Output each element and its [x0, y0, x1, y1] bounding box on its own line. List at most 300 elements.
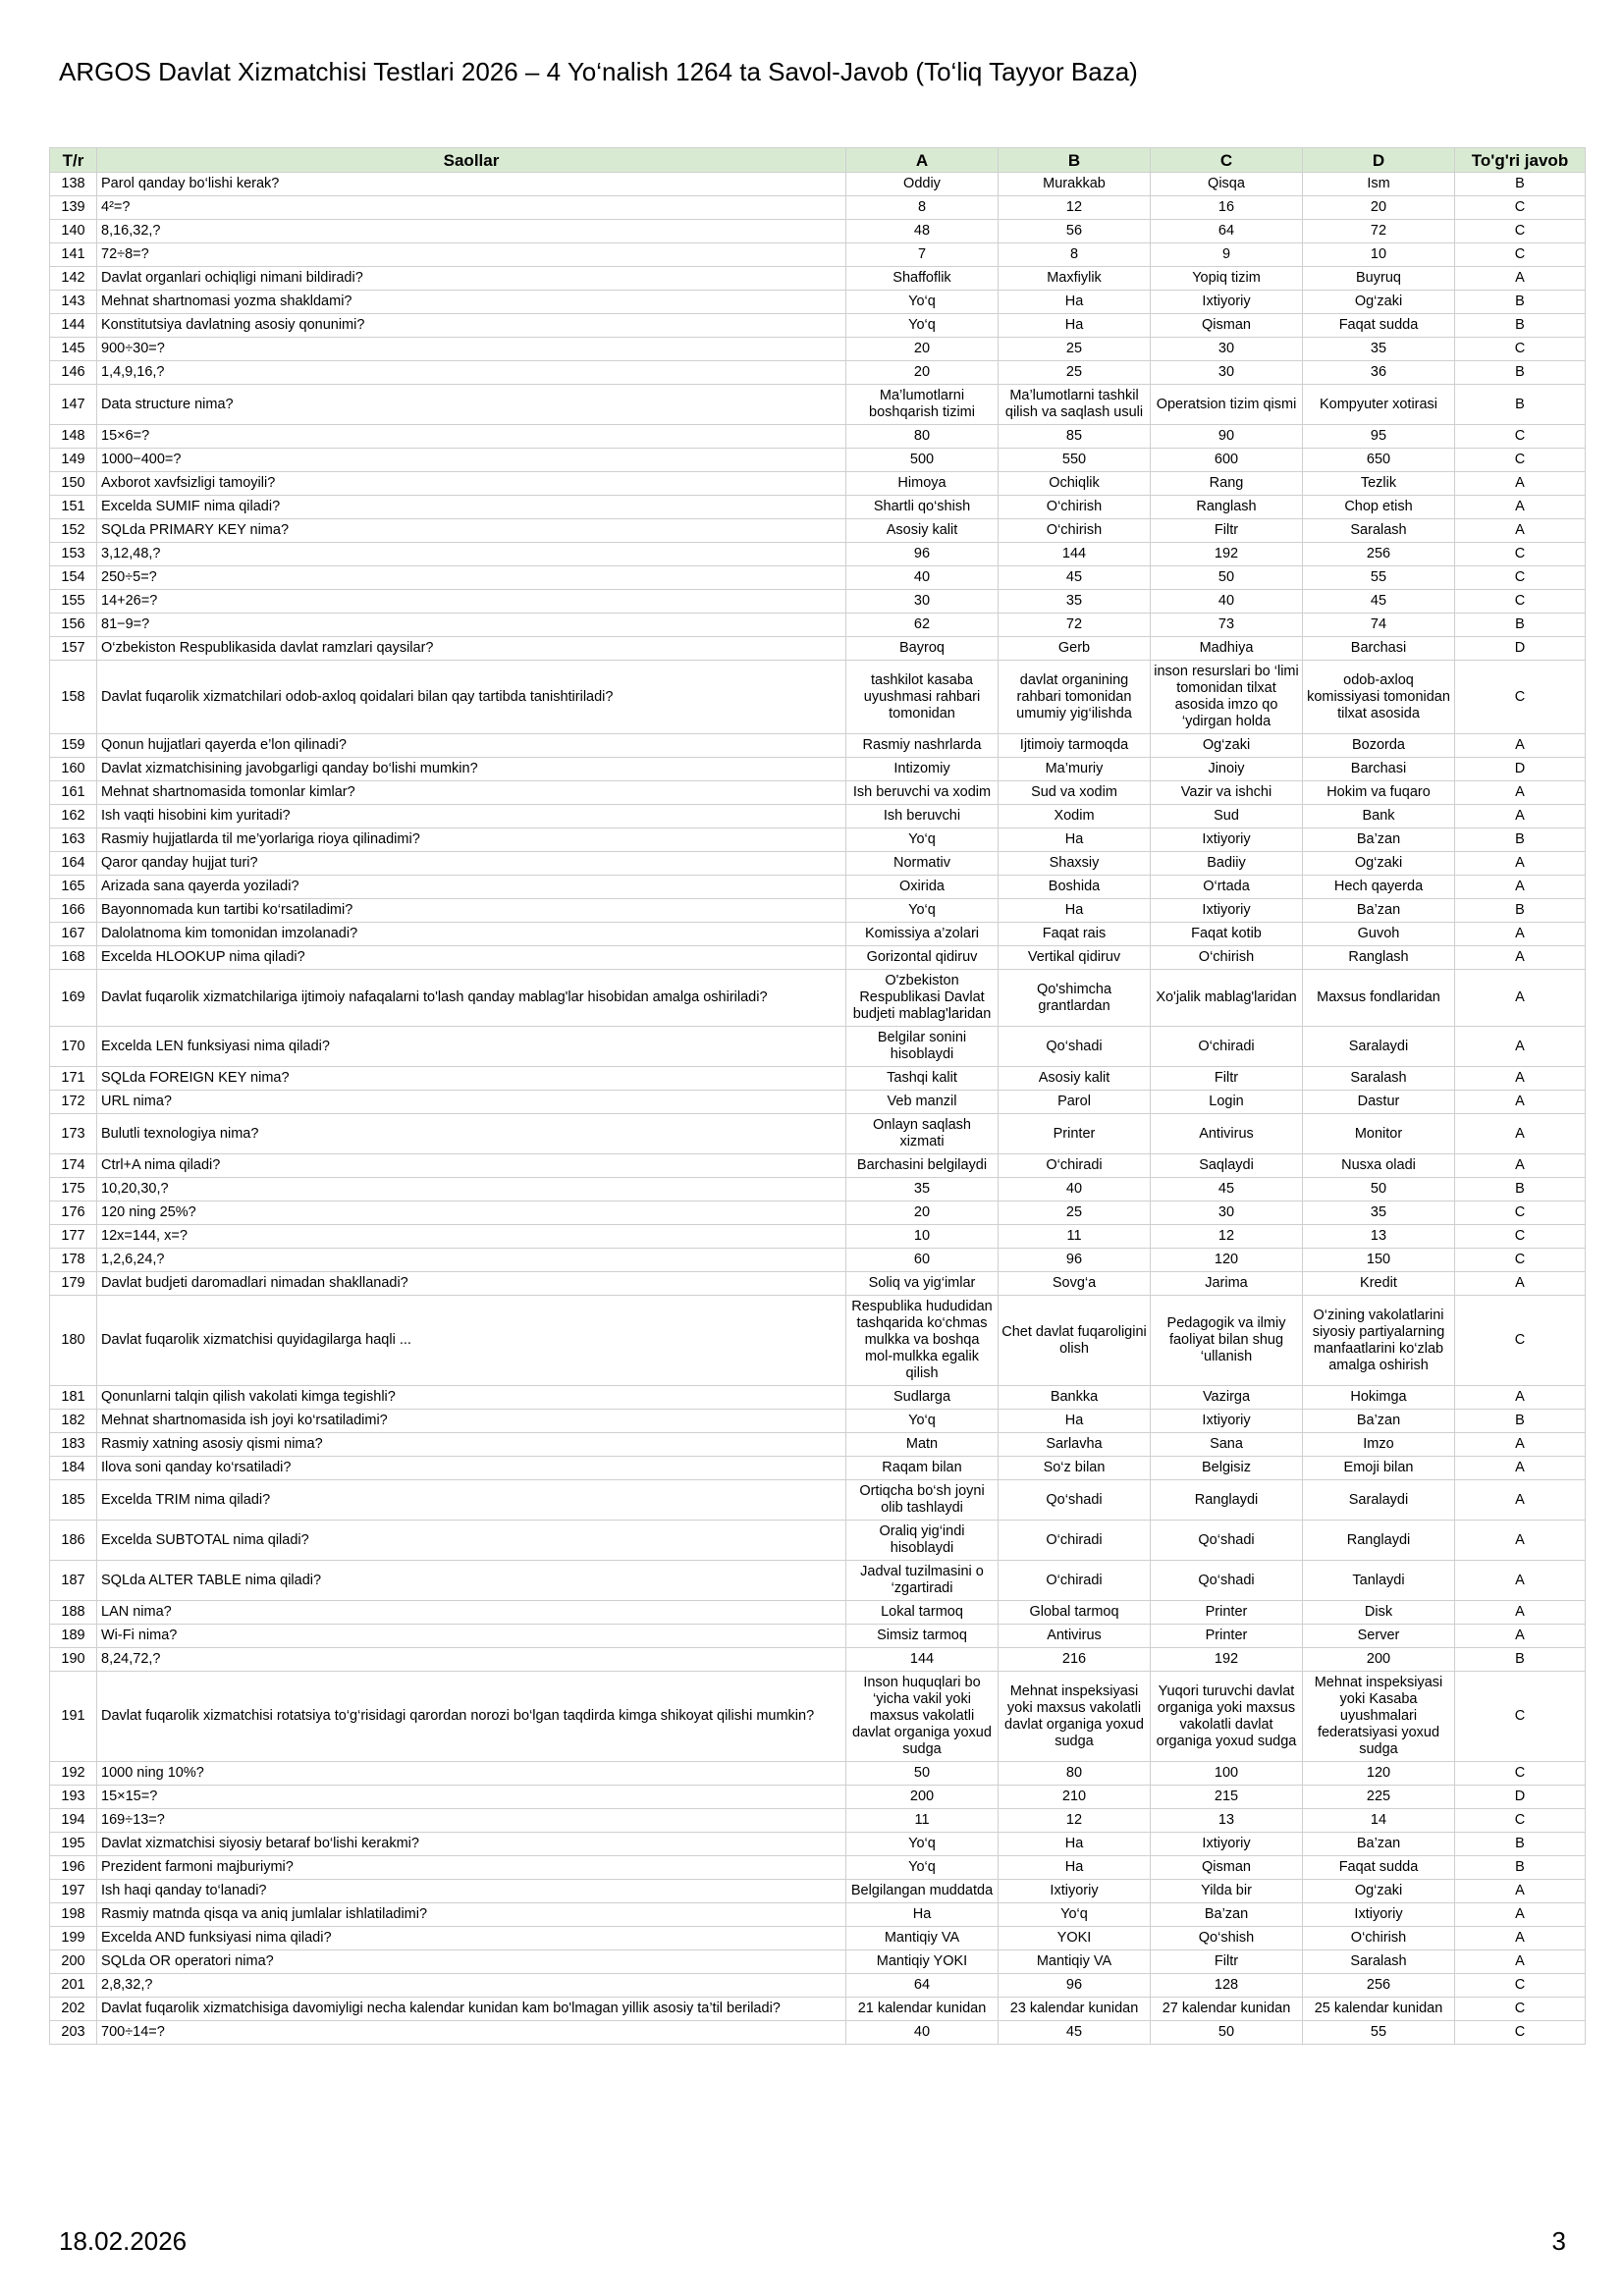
- option-c: Og‘zaki: [1151, 734, 1303, 758]
- option-b: Boshida: [999, 876, 1151, 899]
- option-c: 192: [1151, 543, 1303, 566]
- option-d: Og‘zaki: [1303, 291, 1455, 314]
- table-row: [50, 1927, 1586, 1950]
- option-d: Chop etish: [1303, 496, 1455, 519]
- option-c: Saqlaydi: [1151, 1154, 1303, 1178]
- table-row: [50, 1974, 1586, 1998]
- correct-answer: B: [1455, 1178, 1586, 1201]
- option-a: Yo‘q: [846, 291, 999, 314]
- row-number: 165: [50, 876, 97, 899]
- table-row: [50, 267, 1586, 291]
- option-b: Antivirus: [999, 1625, 1151, 1648]
- option-a: 80: [846, 425, 999, 449]
- table-row: [50, 519, 1586, 543]
- correct-answer: D: [1455, 1786, 1586, 1809]
- question-text: 14+26=?: [97, 590, 846, 614]
- question-text: Rasmiy matnda qisqa va aniq jumlalar ishlatiladimi?: [97, 1903, 846, 1927]
- option-c: Yuqori turuvchi davlat organiga yoki maxsus vakolatli davlat organiga yoxud sudga: [1151, 1672, 1303, 1762]
- table-row: [50, 1601, 1586, 1625]
- option-c: Ixtiyoriy: [1151, 1833, 1303, 1856]
- question-text: Prezident farmoni majburiymi?: [97, 1856, 846, 1880]
- row-number: 167: [50, 923, 97, 946]
- table-row: [50, 291, 1586, 314]
- option-b: 25: [999, 338, 1151, 361]
- option-d: 45: [1303, 590, 1455, 614]
- question-text: Arizada sana qayerda yoziladi?: [97, 876, 846, 899]
- option-c: 12: [1151, 1225, 1303, 1249]
- option-c: Qo‘shadi: [1151, 1561, 1303, 1601]
- option-d: 650: [1303, 449, 1455, 472]
- option-d: 35: [1303, 338, 1455, 361]
- correct-answer: C: [1455, 220, 1586, 243]
- correct-answer: B: [1455, 614, 1586, 637]
- row-number: 188: [50, 1601, 97, 1625]
- correct-answer: A: [1455, 1027, 1586, 1067]
- table-row: [50, 196, 1586, 220]
- option-a: Respublika hududidan tashqarida ko‘chmas mulkka va boshqa mol-mulkka egalik qilish: [846, 1296, 999, 1386]
- option-b: 11: [999, 1225, 1151, 1249]
- correct-answer: A: [1455, 519, 1586, 543]
- option-d: Imzo: [1303, 1433, 1455, 1457]
- row-number: 173: [50, 1114, 97, 1154]
- table-row: [50, 1296, 1586, 1386]
- option-d: Barchasi: [1303, 637, 1455, 661]
- option-c: 90: [1151, 425, 1303, 449]
- option-d: Ism: [1303, 173, 1455, 196]
- option-b: 550: [999, 449, 1151, 472]
- option-a: 21 kalendar kunidan: [846, 1998, 999, 2021]
- header-question: Saollar: [97, 148, 846, 173]
- option-a: Yo‘q: [846, 1410, 999, 1433]
- page-number: 3: [1551, 2226, 1566, 2256]
- row-number: 162: [50, 805, 97, 828]
- correct-answer: A: [1455, 1457, 1586, 1480]
- option-d: Hokim va fuqaro: [1303, 781, 1455, 805]
- option-c: Sana: [1151, 1433, 1303, 1457]
- correct-answer: B: [1455, 828, 1586, 852]
- option-a: Belgilangan muddatda: [846, 1880, 999, 1903]
- option-d: Tanlaydi: [1303, 1561, 1455, 1601]
- correct-answer: A: [1455, 1433, 1586, 1457]
- table-row: [50, 314, 1586, 338]
- question-text: 15×6=?: [97, 425, 846, 449]
- row-number: 148: [50, 425, 97, 449]
- row-number: 181: [50, 1386, 97, 1410]
- option-c: Yopiq tizim: [1151, 267, 1303, 291]
- option-a: Yo‘q: [846, 314, 999, 338]
- document-title: ARGOS Davlat Xizmatchisi Testlari 2026 – 4 Yo‘nalish 1264 ta Savol-Javob (To‘liq Tayyor Baza): [59, 57, 1138, 86]
- option-b: Parol: [999, 1091, 1151, 1114]
- option-b: 144: [999, 543, 1151, 566]
- question-text: Bulutli texnologiya nima?: [97, 1114, 846, 1154]
- option-a: 62: [846, 614, 999, 637]
- question-text: Davlat fuqarolik xizmatchilari odob-axloq qoidalari bilan qay tartibda tanishtiriladi?: [97, 661, 846, 734]
- question-text: 8,24,72,?: [97, 1648, 846, 1672]
- correct-answer: C: [1455, 1296, 1586, 1386]
- option-c: Qo‘shish: [1151, 1927, 1303, 1950]
- option-c: 40: [1151, 590, 1303, 614]
- option-c: Ixtiyoriy: [1151, 291, 1303, 314]
- option-b: Ochiqlik: [999, 472, 1151, 496]
- option-d: 35: [1303, 1201, 1455, 1225]
- correct-answer: C: [1455, 543, 1586, 566]
- option-d: Ba’zan: [1303, 1410, 1455, 1433]
- option-c: 30: [1151, 1201, 1303, 1225]
- option-d: 225: [1303, 1786, 1455, 1809]
- option-c: Filtr: [1151, 1067, 1303, 1091]
- question-text: Davlat organlari ochiqligi nimani bildiradi?: [97, 267, 846, 291]
- correct-answer: A: [1455, 734, 1586, 758]
- question-text: Konstitutsiya davlatning asosiy qonunimi?: [97, 314, 846, 338]
- option-a: Komissiya a’zolari: [846, 923, 999, 946]
- option-c: Qo‘shadi: [1151, 1521, 1303, 1561]
- question-text: Excelda LEN funksiyasi nima qiladi?: [97, 1027, 846, 1067]
- option-d: Mehnat inspeksiyasi yoki Kasaba uyushmalari federatsiyasi yoxud sudga: [1303, 1672, 1455, 1762]
- correct-answer: B: [1455, 899, 1586, 923]
- option-a: Lokal tarmoq: [846, 1601, 999, 1625]
- table-row: [50, 1786, 1586, 1809]
- question-text: 12x=144, x=?: [97, 1225, 846, 1249]
- option-c: Qisman: [1151, 314, 1303, 338]
- question-text: LAN nima?: [97, 1601, 846, 1625]
- correct-answer: C: [1455, 449, 1586, 472]
- row-number: 170: [50, 1027, 97, 1067]
- option-c: Vazir va ishchi: [1151, 781, 1303, 805]
- table-row: [50, 1225, 1586, 1249]
- table-row: [50, 1410, 1586, 1433]
- option-c: 50: [1151, 566, 1303, 590]
- correct-answer: C: [1455, 2021, 1586, 2045]
- question-text: 1,4,9,16,?: [97, 361, 846, 385]
- correct-answer: A: [1455, 805, 1586, 828]
- option-a: Ish beruvchi: [846, 805, 999, 828]
- option-a: 20: [846, 338, 999, 361]
- correct-answer: A: [1455, 852, 1586, 876]
- row-number: 154: [50, 566, 97, 590]
- option-a: 50: [846, 1762, 999, 1786]
- option-d: Saralash: [1303, 519, 1455, 543]
- option-a: Yo‘q: [846, 1856, 999, 1880]
- option-a: Himoya: [846, 472, 999, 496]
- question-text: Davlat fuqarolik xizmatchisi rotatsiya to‘g‘risidagi qarordan norozi bo‘lgan taqdirda kimga shikoyat qilishi mumkin?: [97, 1672, 846, 1762]
- option-b: 210: [999, 1786, 1151, 1809]
- row-number: 160: [50, 758, 97, 781]
- correct-answer: A: [1455, 1601, 1586, 1625]
- row-number: 149: [50, 449, 97, 472]
- option-a: Ish beruvchi va xodim: [846, 781, 999, 805]
- row-number: 151: [50, 496, 97, 519]
- option-d: Og‘zaki: [1303, 1880, 1455, 1903]
- option-b: Shaxsiy: [999, 852, 1151, 876]
- option-b: Qo'shimcha grantlardan: [999, 970, 1151, 1027]
- table-row: [50, 1762, 1586, 1786]
- option-d: 74: [1303, 614, 1455, 637]
- option-d: Kompyuter xotirasi: [1303, 385, 1455, 425]
- row-number: 200: [50, 1950, 97, 1974]
- option-a: tashkilot kasaba uyushmasi rahbari tomonidan: [846, 661, 999, 734]
- question-text: Excelda SUBTOTAL nima qiladi?: [97, 1521, 846, 1561]
- row-number: 144: [50, 314, 97, 338]
- option-a: 11: [846, 1809, 999, 1833]
- option-a: Bayroq: [846, 637, 999, 661]
- option-b: 56: [999, 220, 1151, 243]
- correct-answer: C: [1455, 196, 1586, 220]
- correct-answer: A: [1455, 1067, 1586, 1091]
- row-number: 178: [50, 1249, 97, 1272]
- option-a: Inson huquqlari bo ‘yicha vakil yoki maxsus vakolatli davlat organiga yoxud sudga: [846, 1672, 999, 1762]
- option-a: Yo‘q: [846, 1833, 999, 1856]
- question-text: 8,16,32,?: [97, 220, 846, 243]
- correct-answer: C: [1455, 338, 1586, 361]
- option-d: O‘chirish: [1303, 1927, 1455, 1950]
- row-number: 153: [50, 543, 97, 566]
- correct-answer: A: [1455, 923, 1586, 946]
- option-b: Ha: [999, 899, 1151, 923]
- option-b: 216: [999, 1648, 1151, 1672]
- question-text: Qonun hujjatlari qayerda e’lon qilinadi?: [97, 734, 846, 758]
- option-c: 30: [1151, 361, 1303, 385]
- option-b: Chet davlat fuqaroligini olish: [999, 1296, 1151, 1386]
- question-text: SQLda ALTER TABLE nima qiladi?: [97, 1561, 846, 1601]
- option-b: 45: [999, 566, 1151, 590]
- correct-answer: C: [1455, 1672, 1586, 1762]
- table-row: [50, 1648, 1586, 1672]
- option-d: odob-axloq komissiyasi tomonidan tilxat asosida: [1303, 661, 1455, 734]
- row-number: 138: [50, 173, 97, 196]
- option-c: Ixtiyoriy: [1151, 1410, 1303, 1433]
- option-a: 200: [846, 1786, 999, 1809]
- table-row: [50, 1091, 1586, 1114]
- option-c: 13: [1151, 1809, 1303, 1833]
- row-number: 169: [50, 970, 97, 1027]
- option-d: Dastur: [1303, 1091, 1455, 1114]
- option-a: 20: [846, 1201, 999, 1225]
- option-a: Ortiqcha bo‘sh joyni olib tashlaydi: [846, 1480, 999, 1521]
- correct-answer: A: [1455, 876, 1586, 899]
- option-a: Shartli qo‘shish: [846, 496, 999, 519]
- question-text: 1000 ning 10%?: [97, 1762, 846, 1786]
- option-a: 500: [846, 449, 999, 472]
- questions-table-container: [49, 147, 1585, 2045]
- option-b: 23 kalendar kunidan: [999, 1998, 1151, 2021]
- option-b: O‘chiradi: [999, 1521, 1151, 1561]
- option-a: Mantiqiy VA: [846, 1927, 999, 1950]
- table-row: [50, 543, 1586, 566]
- row-number: 172: [50, 1091, 97, 1114]
- option-b: Ha: [999, 828, 1151, 852]
- table-row: [50, 2021, 1586, 2045]
- correct-answer: A: [1455, 1114, 1586, 1154]
- header-option-d: D: [1303, 148, 1455, 173]
- correct-answer: A: [1455, 1561, 1586, 1601]
- option-d: 20: [1303, 196, 1455, 220]
- option-c: Qisman: [1151, 1856, 1303, 1880]
- question-text: Ilova soni qanday ko‘rsatiladi?: [97, 1457, 846, 1480]
- table-row: [50, 614, 1586, 637]
- row-number: 195: [50, 1833, 97, 1856]
- option-d: Ranglaydi: [1303, 1521, 1455, 1561]
- row-number: 189: [50, 1625, 97, 1648]
- row-number: 184: [50, 1457, 97, 1480]
- table-row: [50, 970, 1586, 1027]
- option-b: Ixtiyoriy: [999, 1880, 1151, 1903]
- table-row: [50, 852, 1586, 876]
- correct-answer: C: [1455, 1809, 1586, 1833]
- option-a: Ma’lumotlarni boshqarish tizimi: [846, 385, 999, 425]
- table-row: [50, 243, 1586, 267]
- option-b: Murakkab: [999, 173, 1151, 196]
- option-a: 64: [846, 1974, 999, 1998]
- option-c: Login: [1151, 1091, 1303, 1114]
- row-number: 139: [50, 196, 97, 220]
- row-number: 171: [50, 1067, 97, 1091]
- option-a: Gorizontal qidiruv: [846, 946, 999, 970]
- row-number: 140: [50, 220, 97, 243]
- option-c: O‘rtada: [1151, 876, 1303, 899]
- option-d: Faqat sudda: [1303, 1856, 1455, 1880]
- correct-answer: C: [1455, 1225, 1586, 1249]
- table-row: [50, 449, 1586, 472]
- option-c: 215: [1151, 1786, 1303, 1809]
- option-c: Madhiya: [1151, 637, 1303, 661]
- row-number: 196: [50, 1856, 97, 1880]
- question-text: 2,8,32,?: [97, 1974, 846, 1998]
- correct-answer: C: [1455, 590, 1586, 614]
- correct-answer: A: [1455, 781, 1586, 805]
- option-d: 95: [1303, 425, 1455, 449]
- question-text: 1000−400=?: [97, 449, 846, 472]
- option-c: Operatsion tizim qismi: [1151, 385, 1303, 425]
- row-number: 180: [50, 1296, 97, 1386]
- option-c: Belgisiz: [1151, 1457, 1303, 1480]
- correct-answer: C: [1455, 243, 1586, 267]
- row-number: 197: [50, 1880, 97, 1903]
- correct-answer: A: [1455, 1950, 1586, 1974]
- question-text: SQLda PRIMARY KEY nima?: [97, 519, 846, 543]
- option-c: 64: [1151, 220, 1303, 243]
- correct-answer: B: [1455, 385, 1586, 425]
- correct-answer: A: [1455, 1927, 1586, 1950]
- option-d: 150: [1303, 1249, 1455, 1272]
- option-d: Kredit: [1303, 1272, 1455, 1296]
- option-c: Pedagogik va ilmiy faoliyat bilan shug ‘ullanish: [1151, 1296, 1303, 1386]
- row-number: 179: [50, 1272, 97, 1296]
- option-b: Ha: [999, 1410, 1151, 1433]
- row-number: 159: [50, 734, 97, 758]
- question-text: 10,20,30,?: [97, 1178, 846, 1201]
- option-d: Barchasi: [1303, 758, 1455, 781]
- table-row: [50, 758, 1586, 781]
- table-row: [50, 1178, 1586, 1201]
- option-b: Sud va xodim: [999, 781, 1151, 805]
- question-text: Excelda AND funksiyasi nima qiladi?: [97, 1927, 846, 1950]
- question-text: Mehnat shartnomasida tomonlar kimlar?: [97, 781, 846, 805]
- footer-date: 18.02.2026: [59, 2226, 188, 2256]
- option-a: Barchasini belgilaydi: [846, 1154, 999, 1178]
- correct-answer: A: [1455, 946, 1586, 970]
- option-a: 8: [846, 196, 999, 220]
- row-number: 147: [50, 385, 97, 425]
- table-row: [50, 1067, 1586, 1091]
- question-text: Qonunlarni talqin qilish vakolati kimga tegishli?: [97, 1386, 846, 1410]
- table-row: [50, 1272, 1586, 1296]
- row-number: 163: [50, 828, 97, 852]
- question-text: Rasmiy xatning asosiy qismi nima?: [97, 1433, 846, 1457]
- option-a: Oxirida: [846, 876, 999, 899]
- option-d: Saralash: [1303, 1067, 1455, 1091]
- question-text: Dalolatnoma kim tomonidan imzolanadi?: [97, 923, 846, 946]
- correct-answer: A: [1455, 1625, 1586, 1648]
- option-b: 12: [999, 1809, 1151, 1833]
- question-text: URL nima?: [97, 1091, 846, 1114]
- option-b: 35: [999, 590, 1151, 614]
- table-row: [50, 1521, 1586, 1561]
- option-b: 80: [999, 1762, 1151, 1786]
- option-d: Ba’zan: [1303, 828, 1455, 852]
- option-a: Intizomiy: [846, 758, 999, 781]
- option-b: Ijtimoiy tarmoqda: [999, 734, 1151, 758]
- option-a: 48: [846, 220, 999, 243]
- option-c: Qisqa: [1151, 173, 1303, 196]
- option-a: Onlayn saqlash xizmati: [846, 1114, 999, 1154]
- option-b: Faqat rais: [999, 923, 1151, 946]
- table-row: [50, 781, 1586, 805]
- option-a: Mantiqiy YOKI: [846, 1950, 999, 1974]
- option-b: O‘chirish: [999, 496, 1151, 519]
- option-b: Qo‘shadi: [999, 1480, 1151, 1521]
- table-row: [50, 946, 1586, 970]
- row-number: 141: [50, 243, 97, 267]
- option-b: Ha: [999, 314, 1151, 338]
- option-c: Ixtiyoriy: [1151, 899, 1303, 923]
- option-b: Yo‘q: [999, 1903, 1151, 1927]
- option-c: Ixtiyoriy: [1151, 828, 1303, 852]
- option-a: Normativ: [846, 852, 999, 876]
- row-number: 164: [50, 852, 97, 876]
- table-row: [50, 590, 1586, 614]
- option-b: 12: [999, 196, 1151, 220]
- table-row: [50, 338, 1586, 361]
- row-number: 175: [50, 1178, 97, 1201]
- option-c: 45: [1151, 1178, 1303, 1201]
- correct-answer: C: [1455, 1201, 1586, 1225]
- option-b: 8: [999, 243, 1151, 267]
- correct-answer: A: [1455, 1272, 1586, 1296]
- question-text: Mehnat shartnomasi yozma shakldami?: [97, 291, 846, 314]
- option-d: Server: [1303, 1625, 1455, 1648]
- option-b: Printer: [999, 1114, 1151, 1154]
- option-b: Mantiqiy VA: [999, 1950, 1151, 1974]
- option-b: Ha: [999, 1833, 1151, 1856]
- row-number: 187: [50, 1561, 97, 1601]
- option-a: Shaffoflik: [846, 267, 999, 291]
- row-number: 161: [50, 781, 97, 805]
- table-row: [50, 1856, 1586, 1880]
- table-row: [50, 385, 1586, 425]
- option-b: Sovg‘a: [999, 1272, 1151, 1296]
- option-a: Yo‘q: [846, 828, 999, 852]
- row-number: 145: [50, 338, 97, 361]
- correct-answer: C: [1455, 1762, 1586, 1786]
- correct-answer: B: [1455, 1833, 1586, 1856]
- option-c: Badiiy: [1151, 852, 1303, 876]
- question-text: Davlat budjeti daromadlari nimadan shakllanadi?: [97, 1272, 846, 1296]
- question-text: 15×15=?: [97, 1786, 846, 1809]
- question-text: O‘zbekiston Respublikasida davlat ramzlari qaysilar?: [97, 637, 846, 661]
- option-b: 72: [999, 614, 1151, 637]
- question-text: Data structure nima?: [97, 385, 846, 425]
- row-number: 192: [50, 1762, 97, 1786]
